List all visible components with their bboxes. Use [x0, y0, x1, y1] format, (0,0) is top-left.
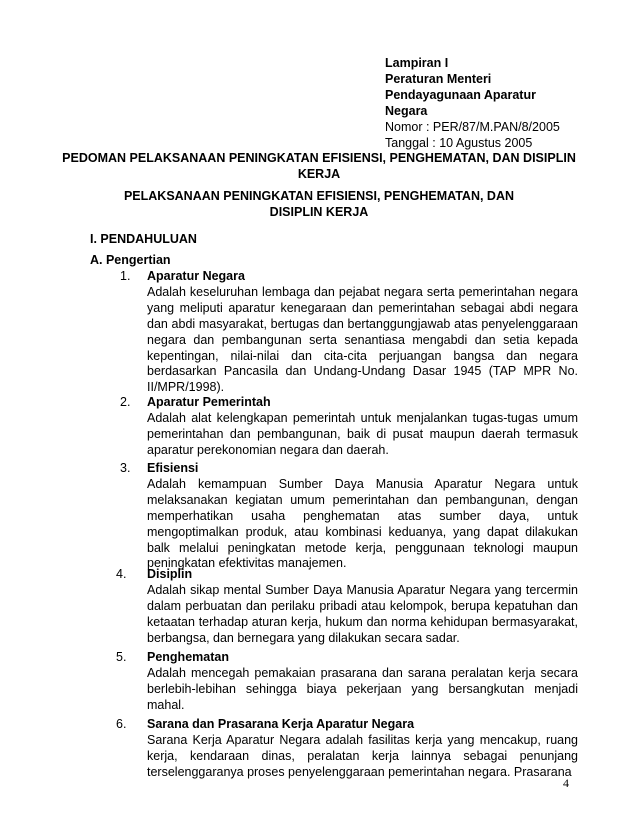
regulation-label: Peraturan Menteri	[385, 72, 492, 86]
attachment-header	[385, 55, 560, 151]
item-number: 1.	[120, 269, 131, 283]
page-number: 4	[563, 776, 569, 790]
item-heading: Disiplin	[147, 567, 193, 581]
item-body: Adalah sikap mental Sumber Daya Manusia Aparatur Negara yang tercermin dalam perbuatan dan perilaku pribadi atau kelompok, berupa kepatuhan dan ketaatan terhadap aturan kerja, hukum dan norma kehidupan bermasyarakat, berbangsa, dan bernegara yang dilakukan secara sadar.	[147, 582, 578, 645]
lampiran-label: Lampiran I	[385, 56, 449, 70]
item-heading: Penghematan	[147, 650, 229, 664]
ministry-label-1: Pendayagunaan Aparatur	[385, 88, 536, 102]
item-number: 6.	[116, 717, 127, 731]
ministry-label-2: Negara	[385, 104, 428, 118]
item-heading: Aparatur Negara	[147, 269, 245, 283]
item-body: Adalah kemampuan Sumber Daya Manusia Aparatur Negara untuk melaksanakan kegiatan umum pemerintahan dan pembangunan, dengan memperhatikan usaha penghematan atas sumber daya, untuk mengoptimalkan produk, atau kombinasi keduanya, yang dapat dilakukan balk melalui peningkatan metode kerja, penggunaan teknologi maupun peningkatan efektivitas manajemen.	[147, 476, 578, 571]
item-number: 5.	[116, 650, 127, 664]
regulation-date: Tanggal : 10 Agustus 2005	[385, 136, 533, 150]
item-body: Adalah alat kelengkapan pemerintah untuk menjalankan tugas-tugas umum pemerintahan dan pembangunan, baik di pusat maupun daerah termasuk aparatur perekonomian negara dan daerah.	[147, 410, 578, 457]
item-heading: Efisiensi	[147, 461, 199, 475]
item-body: Adalah mencegah pemakaian prasarana dan sarana peralatan kerja secara berlebih-lebihan sehingga biaya pekerjaan yang bersangkutan menjadi mahal.	[147, 665, 578, 712]
section-heading: I. PENDAHULUAN	[90, 232, 197, 246]
regulation-number: Nomor : PER/87/M.PAN/8/2005	[385, 120, 560, 134]
item-heading: Sarana dan Prasarana Kerja Aparatur Negara	[147, 717, 415, 731]
subsection-heading: A. Pengertian	[90, 253, 171, 267]
item-number: 4.	[116, 567, 127, 581]
document-title: PEDOMAN PELAKSANAAN PENINGKATAN EFISIENSI, PENGHEMATAN, DAN DISIPLIN KERJA	[62, 151, 576, 181]
item-number: 3.	[120, 461, 131, 475]
item-heading: Aparatur Pemerintah	[147, 395, 271, 409]
item-body: Adalah keseluruhan lembaga dan pejabat negara serta pemerintahan negara yang meliputi aparatur kenegaraan dan pemerintahan sebagai abdi negara dan abdi masyarakat, bertugas dan bertanggungjawab atas penyelenggaraan negara dan pembangunan serta senantiasa mengabdi dan setia kepada kepentingan, nilai-nilai dan cita-cita perjuangan bangsa dan negara berdasarkan Pancasila dan Undang-Undang Dasar 1945 (TAP MPR No. II/MPR/1998).	[147, 284, 578, 395]
document-subtitle: PELAKSANAAN PENINGKATAN EFISIENSI, PENGHEMATAN, DAN DISIPLIN KERJA	[123, 189, 515, 219]
item-body: Sarana Kerja Aparatur Negara adalah fasilitas kerja yang mencakup, ruang kerja, kendaraan dinas, peralatan kerja lainnya sebagai penunjang terselenggaranya proses penyelenggaraan pemerintahan negara. Prasarana	[147, 732, 578, 779]
item-number: 2.	[120, 395, 131, 409]
